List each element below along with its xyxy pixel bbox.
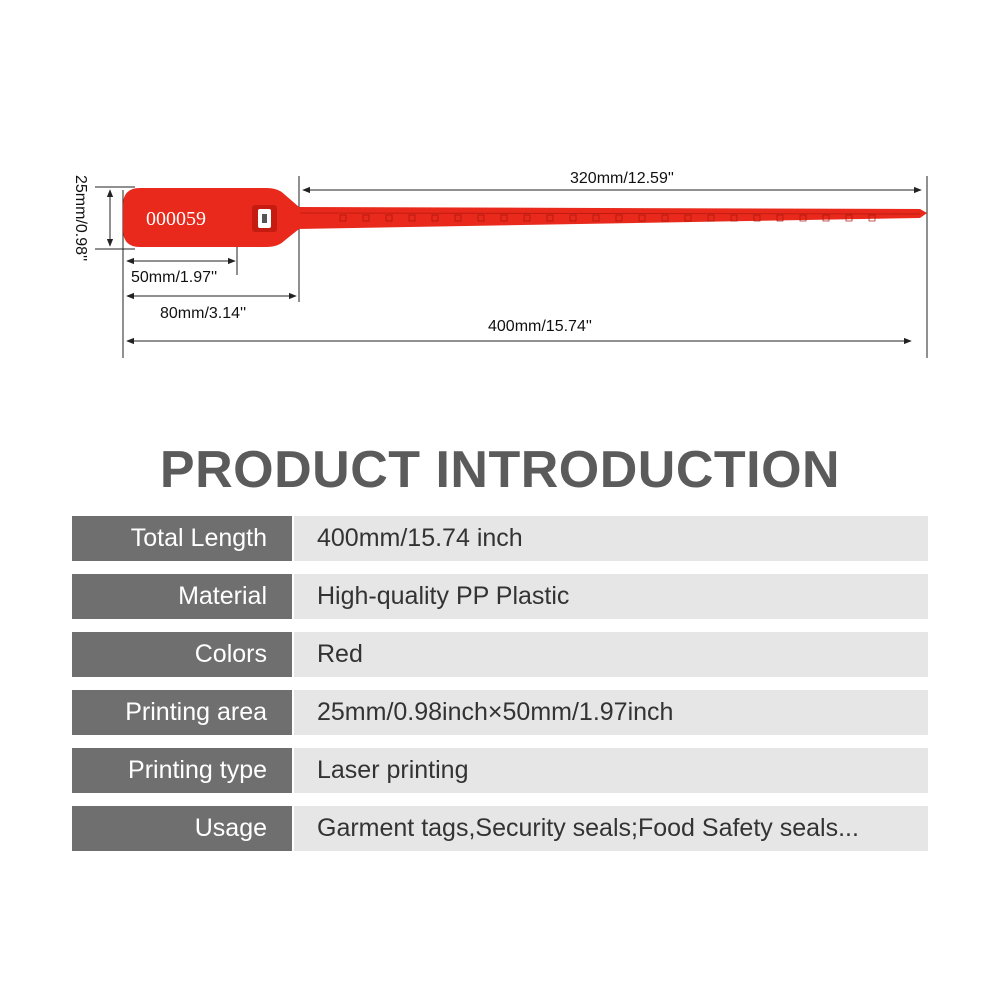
spec-value: High-quality PP Plastic [294, 574, 928, 619]
spec-row [72, 806, 928, 851]
spec-row [72, 574, 928, 619]
strap-length-label: 320mm/12.59'' [570, 170, 674, 187]
spec-value: Garment tags,Security seals;Food Safety seals... [294, 806, 928, 851]
head-width-label: 80mm/3.14'' [160, 305, 247, 322]
serial-number: 000059 [146, 208, 206, 230]
tag-strap [297, 207, 927, 229]
spec-row [72, 748, 928, 793]
print-width-label: 50mm/1.97'' [131, 269, 218, 286]
spec-label: Printing type [72, 748, 292, 793]
spec-label: Printing area [72, 690, 292, 735]
section-title: PRODUCT INTRODUCTION [159, 441, 841, 499]
spec-table [72, 516, 928, 864]
spec-row [72, 632, 928, 677]
spec-value: 25mm/0.98inch×50mm/1.97inch [294, 690, 928, 735]
spec-value: 400mm/15.74 inch [294, 516, 928, 561]
spec-row [72, 516, 928, 561]
spec-label: Total Length [72, 516, 292, 561]
spec-row [72, 690, 928, 735]
spec-value: Laser printing [294, 748, 928, 793]
product-dimension-diagram [0, 0, 1000, 380]
total-length-label: 400mm/15.74'' [488, 318, 592, 335]
spec-label: Usage [72, 806, 292, 851]
cable-tie-seal [123, 188, 927, 247]
spec-label: Material [72, 574, 292, 619]
height-dimension-label: 25mm/0.98'' [72, 175, 89, 262]
spec-label: Colors [72, 632, 292, 677]
spec-value: Red [294, 632, 928, 677]
